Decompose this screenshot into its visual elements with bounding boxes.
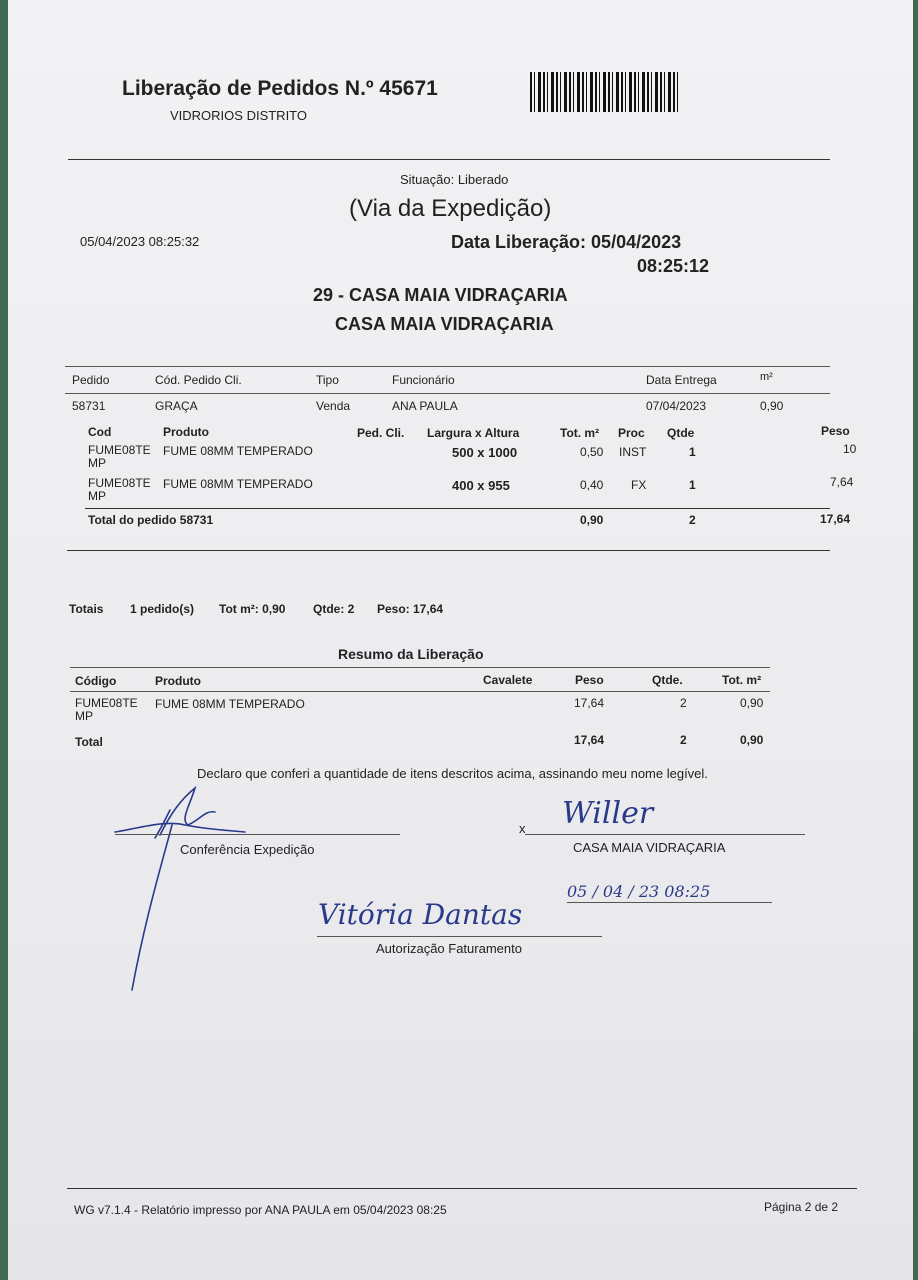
order-pedido: 58731: [72, 399, 106, 413]
client-code-name: 29 - CASA MAIA VIDRAÇARIA: [313, 285, 568, 305]
totals-pedidos: 1 pedido(s): [130, 602, 195, 616]
declaration-text: Declaro que conferi a quantidade de itens descritos acima, assinando meu nome legível.: [197, 766, 708, 781]
totals-qtde: Qtde: 2: [313, 602, 355, 616]
items-col-ped-cli: Ped. Cli.: [357, 426, 405, 440]
order-total-m2: 0,90: [580, 513, 604, 527]
print-datetime: 05/04/2023 08:25:32: [80, 234, 200, 249]
divider: [65, 366, 830, 367]
summary-col-codigo: Código: [75, 674, 117, 688]
items-col-proc: Proc: [618, 426, 645, 440]
item-dims: 500 x 1000: [452, 445, 518, 460]
col-data-entrega: Data Entrega: [646, 373, 717, 387]
item-peso: 7,64: [830, 475, 854, 489]
order-total-peso: 17,64: [820, 512, 851, 526]
authorization-handwritten-name: Vitória Dantas: [318, 898, 523, 931]
summary-col-peso: Peso: [575, 673, 604, 687]
conferencia-label: Conferência Expedição: [180, 842, 315, 857]
col-cod-cli: Cód. Pedido Cli.: [155, 373, 242, 387]
item-tot-m2: 0,40: [580, 478, 604, 492]
summary-total-label: Total: [75, 735, 103, 749]
divider: [68, 159, 830, 160]
item-cod: FUME08TE MP: [88, 476, 151, 503]
items-col-dims: Largura x Altura: [427, 426, 520, 440]
client-signature-label: CASA MAIA VIDRAÇARIA: [573, 840, 726, 855]
summary-col-cavalete: Cavalete: [483, 673, 533, 687]
summary-col-produto: Produto: [155, 674, 201, 688]
company-name: VIDRORIOS DISTRITO: [170, 108, 307, 123]
summary-total-qtde: 2: [680, 733, 687, 747]
divider: [67, 1188, 857, 1189]
summary-row-produto: FUME 08MM TEMPERADO: [155, 697, 305, 711]
signature-line: [525, 834, 805, 835]
signature-line: [317, 936, 602, 937]
document-page: [8, 0, 913, 1280]
summary-total-tot-m2: 0,90: [740, 733, 764, 747]
document-title: Liberação de Pedidos N.º 45671: [122, 77, 438, 100]
items-col-qtde: Qtde: [667, 426, 695, 440]
item-produto: FUME 08MM TEMPERADO: [163, 477, 313, 491]
items-col-tot-m2: Tot. m²: [560, 426, 600, 440]
order-tipo: Venda: [316, 399, 351, 413]
items-col-cod: Cod: [88, 425, 112, 439]
col-m2: m²: [760, 371, 773, 383]
order-total-label: Total do pedido 58731: [88, 513, 214, 527]
client-handwritten-name: Willer: [562, 796, 654, 831]
order-funcionario: ANA PAULA: [392, 399, 458, 413]
totals-m2: Tot m²: 0,90: [219, 602, 286, 616]
col-tipo: Tipo: [316, 373, 339, 387]
page-number: Página 2 de 2: [764, 1200, 839, 1214]
summary-col-tot-m2: Tot. m²: [722, 673, 762, 687]
autorizacao-label: Autorização Faturamento: [376, 941, 522, 956]
col-funcionario: Funcionário: [392, 373, 455, 387]
summary-col-qtde: Qtde.: [652, 673, 683, 687]
totals-label: Totais: [69, 602, 104, 616]
summary-row-qtde: 2: [680, 696, 687, 710]
item-peso: 10: [843, 442, 857, 456]
release-time: 08:25:12: [637, 256, 710, 276]
summary-title: Resumo da Liberação: [338, 646, 484, 662]
summary-row-cod: FUME08TE MP: [75, 696, 138, 723]
barcode: [530, 72, 678, 112]
totals-peso: Peso: 17,64: [377, 602, 444, 616]
signature-line: [115, 834, 400, 835]
item-proc: INST: [619, 445, 647, 459]
items-col-peso: Peso: [821, 424, 850, 438]
item-qtde: 1: [689, 445, 696, 459]
conferencia-signature: [110, 780, 260, 1000]
summary-row-peso: 17,64: [574, 696, 605, 710]
order-total-qtde: 2: [689, 513, 696, 527]
order-data-entrega: 07/04/2023: [646, 399, 707, 413]
divider: [70, 691, 770, 692]
item-qtde: 1: [689, 478, 696, 492]
copy-label: (Via da Expedição): [349, 195, 552, 222]
item-tot-m2: 0,50: [580, 445, 604, 459]
item-dims: 400 x 955: [452, 478, 510, 493]
summary-total-peso: 17,64: [574, 733, 605, 747]
divider: [65, 393, 830, 394]
items-col-produto: Produto: [163, 425, 209, 439]
signature-line: [567, 902, 772, 903]
item-produto: FUME 08MM TEMPERADO: [163, 444, 313, 458]
divider: [85, 508, 830, 509]
footer-report-info: WG v7.1.4 - Relatório impresso por ANA PAULA em 05/04/2023 08:25: [74, 1203, 447, 1217]
order-m2: 0,90: [760, 399, 784, 413]
order-cod-cli: GRAÇA: [155, 399, 198, 413]
status-text: Situação: Liberado: [400, 172, 509, 187]
col-pedido: Pedido: [72, 373, 110, 387]
x-mark: x: [519, 821, 526, 836]
release-date: Data Liberação: 05/04/2023: [451, 232, 682, 252]
summary-row-tot-m2: 0,90: [740, 696, 764, 710]
item-cod: FUME08TE MP: [88, 443, 151, 470]
divider: [67, 550, 830, 551]
handwritten-date: 05 / 04 / 23 08:25: [567, 882, 711, 901]
divider: [70, 667, 770, 668]
client-name: CASA MAIA VIDRAÇARIA: [335, 314, 554, 334]
item-proc: FX: [631, 478, 647, 492]
